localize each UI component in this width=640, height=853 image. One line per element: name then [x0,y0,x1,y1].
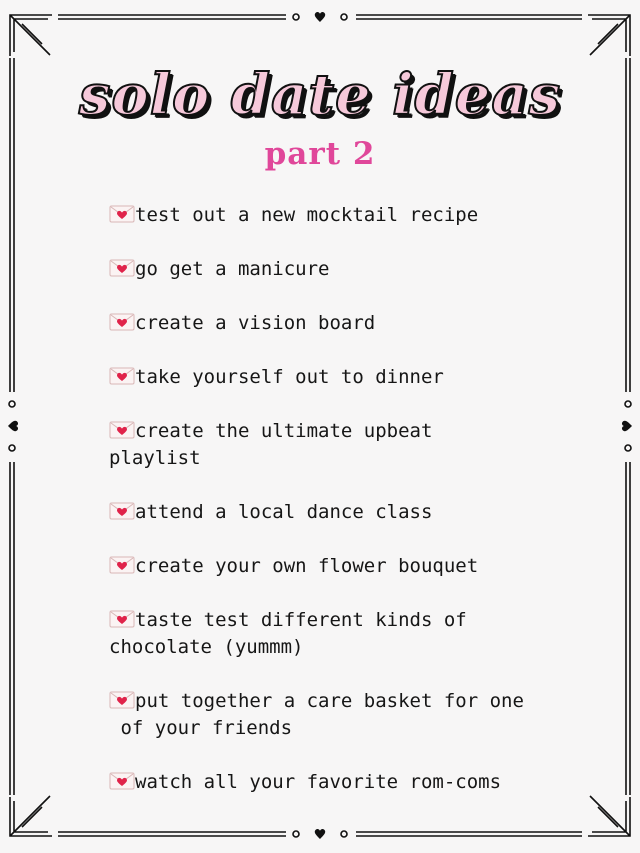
page-subtitle: part 2 [264,136,376,172]
list-item-label: put together a care basket for one of your friends [120,690,524,739]
heart-letter-icon [109,311,135,332]
list-item [109,310,569,337]
heart-letter-icon [109,554,135,575]
list-item-label: create the ultimate upbeat playlist [109,420,433,469]
list-item [109,499,569,526]
list-item [109,607,569,661]
list-item [109,256,569,283]
heart-letter-icon [109,257,135,278]
list-item [109,202,569,229]
list-item-label: watch all your favorite rom-coms [135,771,502,793]
list-item-label: attend a local dance class [135,501,433,523]
heart-letter-icon [109,500,135,521]
heart-letter-icon [109,419,135,440]
list-item-label: create a vision board [135,312,376,334]
heart-letter-icon [109,770,135,791]
list-item [109,418,569,472]
list-item-label: create your own flower bouquet [135,555,479,577]
list-item [109,364,569,391]
heart-letter-icon [109,203,135,224]
list-item [109,553,569,580]
list-item-label: take yourself out to dinner [135,366,444,388]
heart-letter-icon [109,365,135,386]
idea-list [109,202,569,823]
list-item-label: taste test different kinds of chocolate (yummm) [109,609,467,658]
page-title: solo date ideas [78,62,562,128]
heart-letter-icon [109,689,135,710]
heart-letter-icon [109,608,135,629]
list-item-label: go get a manicure [135,258,330,280]
list-item [109,688,569,742]
list-item [109,769,569,796]
list-item-label: test out a new mocktail recipe [135,204,479,226]
